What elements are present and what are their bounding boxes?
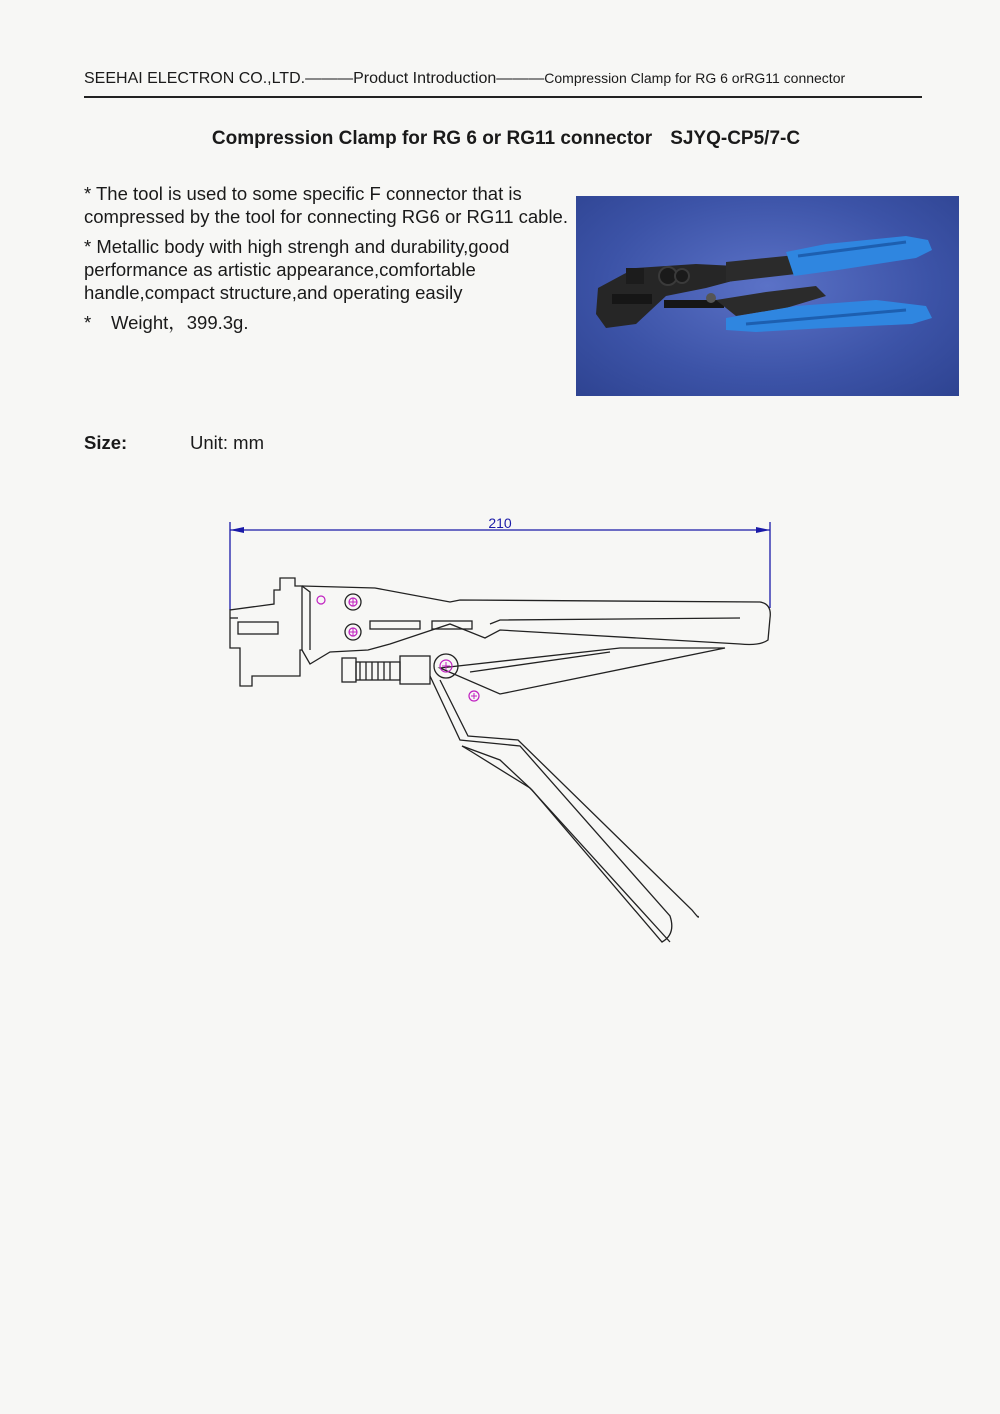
header-company: SEEHAI ELECTRON CO.,LTD. (84, 70, 306, 87)
page-header (84, 70, 922, 98)
page-title (84, 128, 928, 150)
pivot-pins (317, 594, 479, 701)
size-unit: Unit: mm (190, 432, 264, 453)
product-photo (576, 196, 959, 396)
tool-outline (230, 578, 770, 942)
description-bullet-features: * Metallic body with high strengh and durability,good performance as artistic appearance,comfortable handle,compact structure,and operating easily (84, 236, 510, 303)
technical-drawing (200, 500, 800, 960)
product-name: Compression Clamp for RG 6 or RG11 connector (211, 128, 653, 149)
dimension-value: 210 (488, 515, 512, 531)
description-bullet-usage: * The tool is used to some specific F connector that is compressed by the tool for connecting RG6 or RG11 cable. (84, 183, 568, 227)
weight-text: Weight，399.3g. (111, 312, 249, 333)
product-model: SJYQ-CP5/7-C (670, 128, 801, 149)
crimp-tool-photo (576, 196, 959, 396)
size-row (84, 432, 264, 454)
description-bullet-weight (84, 311, 569, 334)
bullet-star: * (84, 312, 92, 333)
size-label: Size: (84, 432, 128, 453)
dimension-210 (230, 515, 770, 610)
tool-outline-drawing (200, 500, 800, 960)
product-description (84, 182, 569, 341)
header-subject: Compression Clamp for RG 6 orRG11 connector (544, 70, 846, 86)
header-section: ———Product Introduction——— (305, 70, 545, 87)
